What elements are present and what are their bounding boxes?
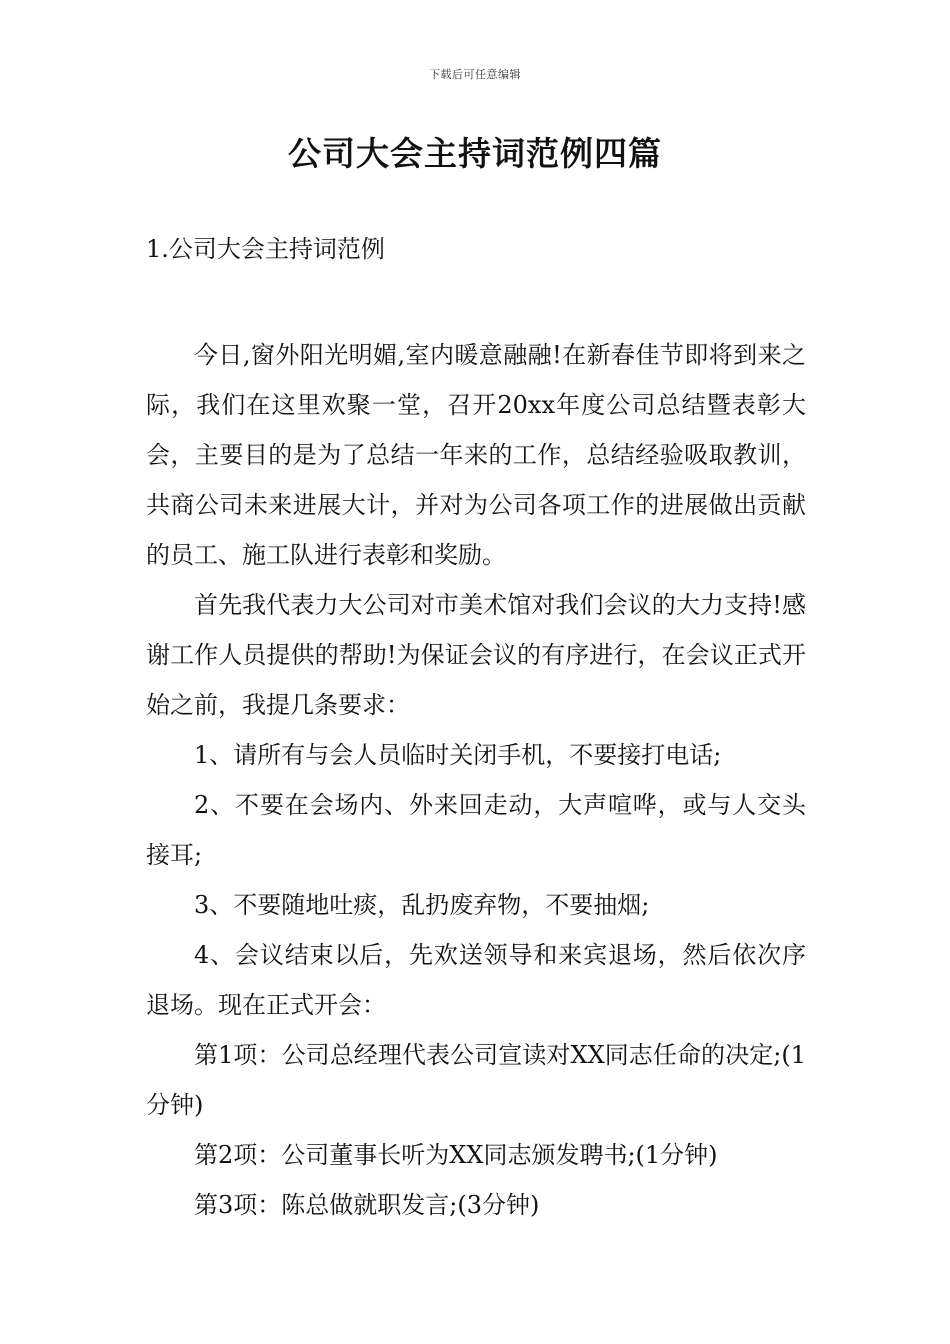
paragraph-agenda-2: 第2项：公司董事长听为XX同志颁发聘书;(1分钟) [194, 1141, 718, 1169]
paragraph-rule-2: 2、不要在会场内、外来回走动，大声喧哗，或与人交头接耳; [146, 791, 806, 869]
paragraph-agenda-3: 第3项：陈总做就职发言;(3分钟) [194, 1191, 540, 1219]
section-heading: 1.公司大会主持词范例 [146, 235, 385, 263]
document-title: 公司大会主持词范例四篇 [288, 134, 662, 173]
header-note: 下载后可任意编辑 [429, 68, 521, 81]
paragraph-agenda-1: 第1项：公司总经理代表公司宣读对XX同志任命的决定;(1分钟) [146, 1041, 806, 1119]
paragraph-opening: 今日,窗外阳光明媚,室内暖意融融!在新春佳节即将到来之际，我们在这里欢聚一堂，召开20xx年度公司总结暨表彰大会，主要目的是为了总结一年来的工作，总结经验吸取教训，共商公司未来进展大计，并对为公司各项工作的进展做出贡献的员工、施工队进行表彰和奖励。 [146, 341, 806, 569]
paragraph-rule-1: 1、请所有与会人员临时关闭手机，不要接打电话; [194, 741, 722, 769]
paragraph-thanks: 首先我代表力大公司对市美术馆对我们会议的大力支持!感谢工作人员提供的帮助!为保证会议的有序进行，在会议正式开始之前，我提几条要求： [146, 591, 806, 719]
paragraph-rule-4: 4、会议结束以后，先欢送领导和来宾退场，然后依次序退场。现在正式开会： [146, 941, 806, 1019]
paragraph-rule-3: 3、不要随地吐痰，乱扔废弃物，不要抽烟; [194, 891, 650, 919]
document-body [146, 330, 806, 1230]
